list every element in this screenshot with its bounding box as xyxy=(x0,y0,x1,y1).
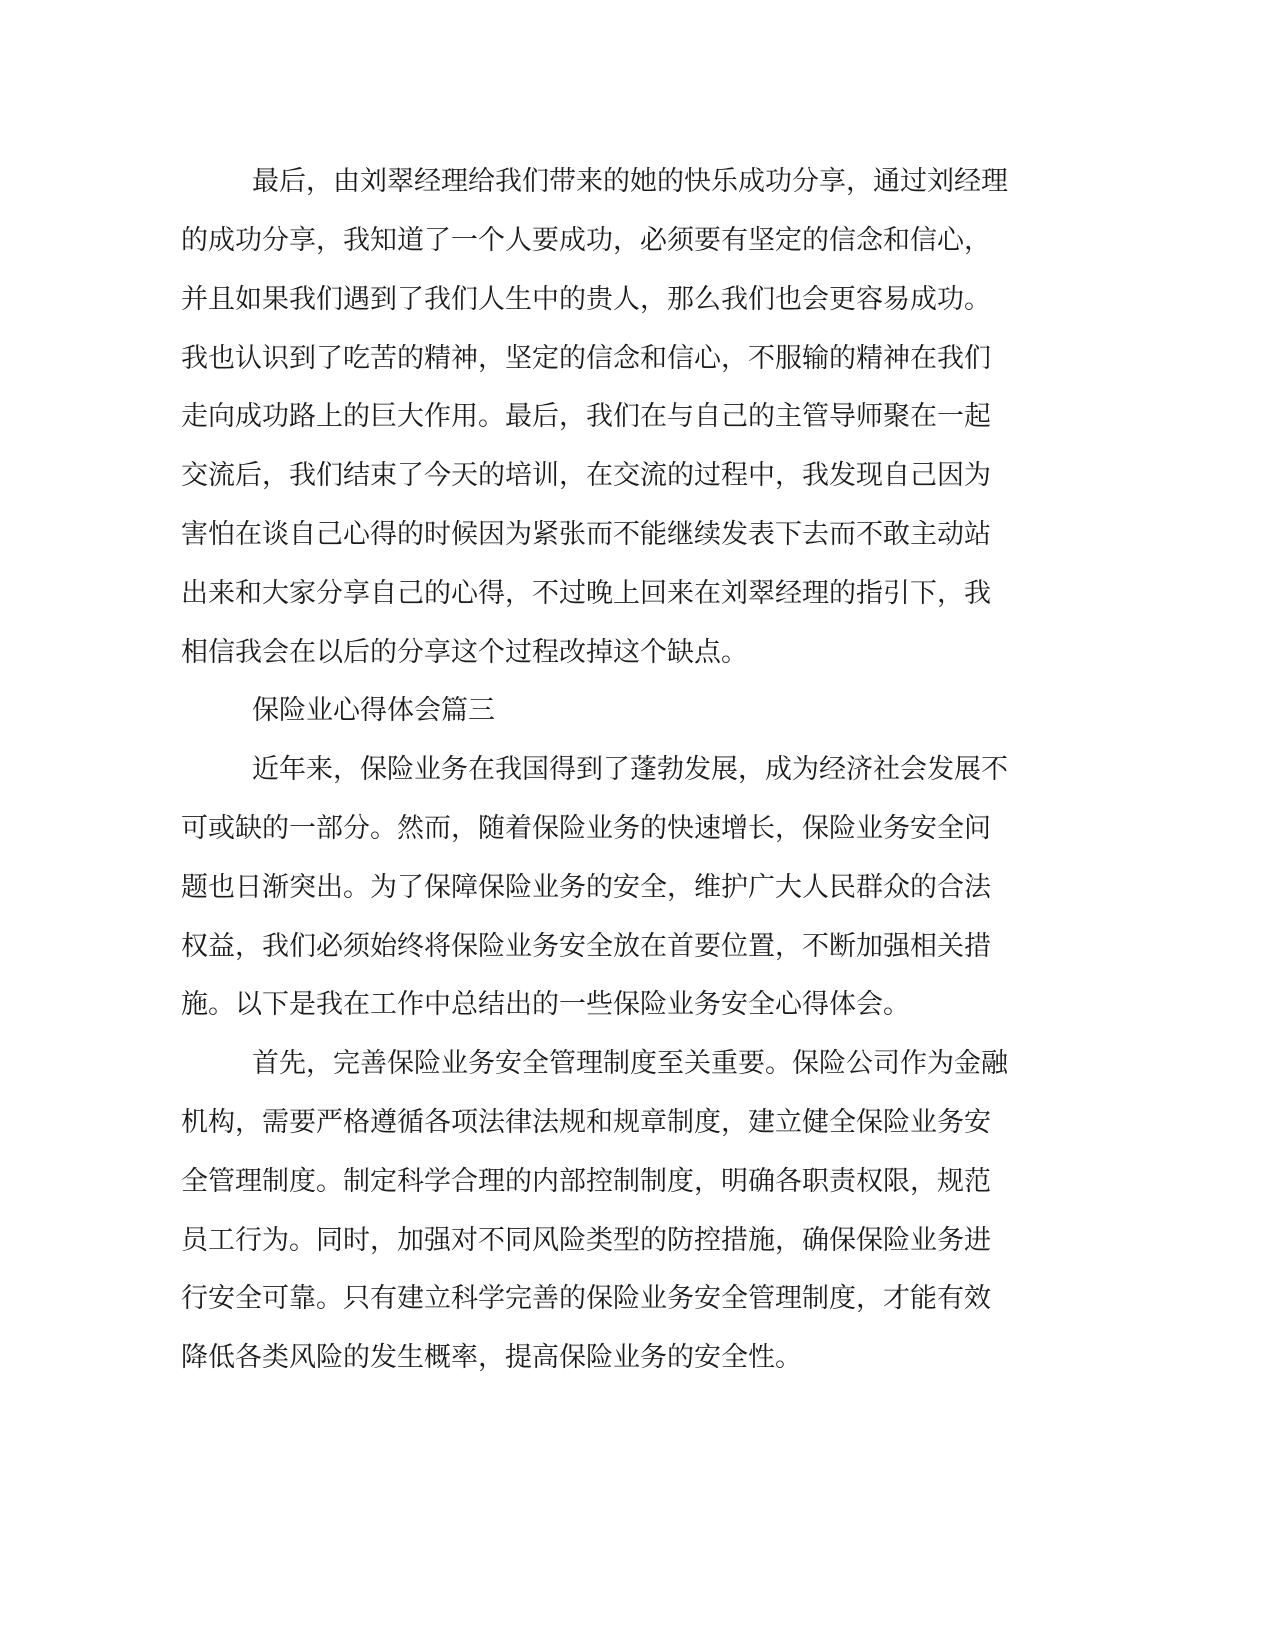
paragraph-line: 全管理制度。制定科学合理的内部控制制度，明确各职责权限，规范 xyxy=(181,1166,991,1197)
paragraph-line: 员工行为。同时，加强对不同风险类型的防控措施，确保保险业务进 xyxy=(181,1225,991,1256)
paragraph-line: 施。以下是我在工作中总结出的一些保险业务安全心得体会。 xyxy=(181,989,910,1020)
paragraph-line: 行安全可靠。只有建立科学完善的保险业务安全管理制度，才能有效 xyxy=(181,1283,991,1314)
paragraph-line: 相信我会在以后的分享这个过程改掉这个缺点。 xyxy=(181,637,748,668)
paragraph-line: 交流后，我们结束了今天的培训，在交流的过程中，我发现自己因为 xyxy=(181,460,991,491)
paragraph-line: 可或缺的一部分。然而，随着保险业务的快速增长，保险业务安全问 xyxy=(181,813,991,844)
paragraph-line: 我也认识到了吃苦的精神，坚定的信念和信心，不服输的精神在我们 xyxy=(181,343,991,374)
paragraph-line: 走向成功路上的巨大作用。最后，我们在与自己的主管导师聚在一起 xyxy=(181,401,991,432)
paragraph-line: 机构，需要严格遵循各项法律法规和规章制度，建立健全保险业务安 xyxy=(181,1107,991,1138)
paragraph-line: 的成功分享，我知道了一个人要成功，必须要有坚定的信念和信心， xyxy=(181,225,991,256)
paragraph-line: 降低各类风险的发生概率，提高保险业务的安全性。 xyxy=(181,1342,802,1373)
paragraph-line: 首先，完善保险业务安全管理制度至关重要。保险公司作为金融 xyxy=(252,1048,1008,1079)
paragraph-line: 出来和大家分享自己的心得，不过晚上回来在刘翠经理的指引下，我 xyxy=(181,578,991,609)
paragraph-line: 权益，我们必须始终将保险业务安全放在首要位置，不断加强相关措 xyxy=(181,931,991,962)
section-heading: 保险业心得体会篇三 xyxy=(252,695,495,726)
paragraph-line: 最后，由刘翠经理给我们带来的她的快乐成功分享，通过刘经理 xyxy=(252,166,1008,197)
paragraph-line: 害怕在谈自己心得的时候因为紧张而不能继续发表下去而不敢主动站 xyxy=(181,519,991,550)
paragraph-line: 并且如果我们遇到了我们人生中的贵人，那么我们也会更容易成功。 xyxy=(181,284,991,315)
paragraph-line: 近年来，保险业务在我国得到了蓬勃发展，成为经济社会发展不 xyxy=(252,754,1008,785)
paragraph-line: 题也日渐突出。为了保障保险业务的安全，维护广大人民群众的合法 xyxy=(181,872,991,903)
